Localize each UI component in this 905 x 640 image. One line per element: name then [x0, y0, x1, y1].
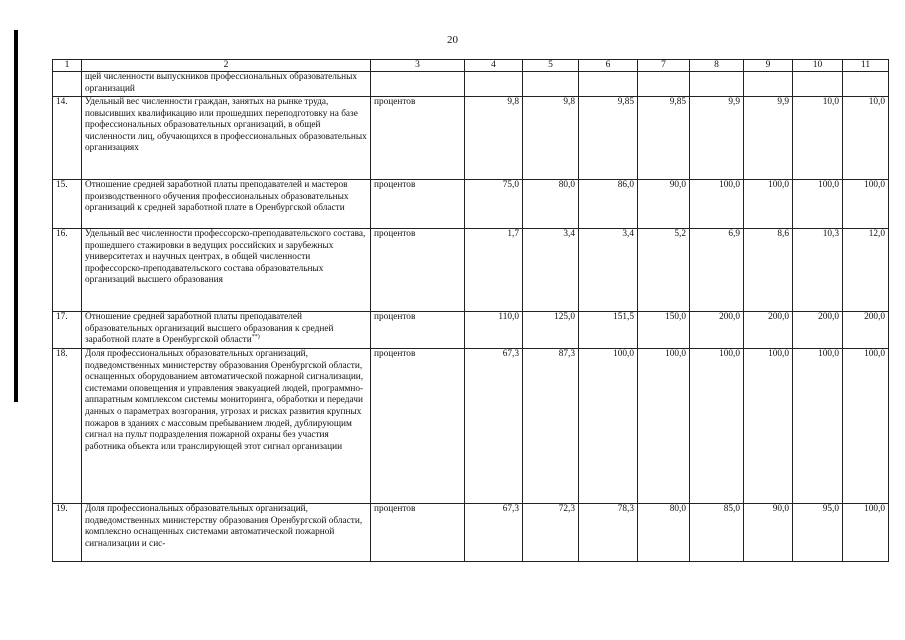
col-header: 11	[843, 60, 889, 72]
col-header: 7	[638, 60, 690, 72]
value-cell: 10,0	[843, 97, 889, 180]
value-cell: 80,0	[638, 504, 690, 562]
value-cell: 125,0	[523, 312, 579, 349]
value-cell: 9,85	[638, 97, 690, 180]
indicator-text: Доля профессиональных образовательных организаций, подведомственных министерству образования Оренбургской области, оснащенных оборудованием автоматической пожарной сигнализации, системами оповещения и управления эвакуацией людей, программно-аппаратным комплексом системы мониторинга, обработки и передачи данных о параметрах возгорания, угрозах и рисках развития крупных пожаров в зданиях с массовым пребыванием людей, дублирующим сигнал на пульт подразделения пожарной охраны без участия работника объекта или транслирующей этот сигнал организации	[82, 349, 371, 504]
value-cell: 100,0	[843, 349, 889, 504]
value-cell: 67,3	[465, 349, 523, 504]
indicator-text: Отношение средней заработной платы преподавателей и мастеров производственного обучения профессиональных образовательных организаций к средней заработной плате в Оренбургской области	[82, 180, 371, 229]
value-cell: 9,9	[690, 97, 744, 180]
col-header: 1	[53, 60, 82, 72]
value-cell: 90,0	[744, 504, 793, 562]
col-header: 10	[793, 60, 843, 72]
col-header: 2	[82, 60, 371, 72]
unit-cell: процентов	[371, 180, 465, 229]
unit-cell: процентов	[371, 349, 465, 504]
value-cell: 85,0	[690, 504, 744, 562]
value-cell: 3,4	[523, 229, 579, 312]
col-header: 9	[744, 60, 793, 72]
indicator-text: Удельный вес численности профессорско-преподавательского состава, прошедшего стажировки в ведущих российских и зарубежных университетах и научных центрах, в общей численности профессорско-преподавательского состава образовательных организаций высшего образования	[82, 229, 371, 312]
table-row	[53, 72, 889, 97]
col-header: 4	[465, 60, 523, 72]
table-row	[53, 312, 889, 349]
unit-cell: процентов	[371, 312, 465, 349]
value-cell: 100,0	[690, 180, 744, 229]
indicator-text: Доля профессиональных образовательных организаций, подведомственных министерству образования Оренбургской области, комплексно оснащенных системами автоматической пожарной сигнализации и сис-	[82, 504, 371, 562]
value-cell: 200,0	[690, 312, 744, 349]
value-cell: 150,0	[638, 312, 690, 349]
value-cell: 200,0	[744, 312, 793, 349]
page-number: 20	[447, 34, 458, 46]
indicator-text-cell	[82, 312, 371, 349]
value-cell: 78,3	[579, 504, 638, 562]
table-row	[53, 504, 889, 562]
col-header: 8	[690, 60, 744, 72]
value-cell: 110,0	[465, 312, 523, 349]
value-cell: 95,0	[793, 504, 843, 562]
value-cell: 100,0	[638, 349, 690, 504]
value-cell: 200,0	[793, 312, 843, 349]
col-header: 3	[371, 60, 465, 72]
value-cell: 90,0	[638, 180, 690, 229]
value-cell: 10,0	[793, 97, 843, 180]
header-row	[53, 60, 889, 72]
row-number: 17.	[53, 312, 82, 349]
col-header: 5	[523, 60, 579, 72]
value-cell: 9,85	[579, 97, 638, 180]
value-cell: 67,3	[465, 504, 523, 562]
table-row	[53, 229, 889, 312]
row-number-cell	[53, 72, 82, 97]
value-cell: 200,0	[843, 312, 889, 349]
value-cell: 87,3	[523, 349, 579, 504]
indicator-table	[52, 59, 889, 562]
value-cell: 9,8	[465, 97, 523, 180]
table-row	[53, 349, 889, 504]
value-cell: 10,3	[793, 229, 843, 312]
table-row	[53, 97, 889, 180]
value-cell: 12,0	[843, 229, 889, 312]
value-cell: 100,0	[843, 180, 889, 229]
value-cell: 100,0	[793, 180, 843, 229]
value-cell: 100,0	[793, 349, 843, 504]
value-cell: 3,4	[579, 229, 638, 312]
value-cell: 100,0	[744, 349, 793, 504]
indicator-text: щей численности выпускников профессиональных образовательных организаций	[82, 72, 371, 97]
scan-margin-bar	[14, 30, 18, 402]
value-cell: 8,6	[744, 229, 793, 312]
indicator-text: Отношение средней заработной платы преподавателей образовательных организаций высшего образования к средней заработной плате в Оренбургской области	[85, 312, 334, 346]
unit-cell: процентов	[371, 504, 465, 562]
value-cell: 1,7	[465, 229, 523, 312]
value-cell: 72,3	[523, 504, 579, 562]
row-number: 15.	[53, 180, 82, 229]
footnote-mark: **)	[251, 334, 260, 341]
value-cell: 86,0	[579, 180, 638, 229]
value-cell: 100,0	[744, 180, 793, 229]
value-cell: 100,0	[843, 504, 889, 562]
value-cell: 9,8	[523, 97, 579, 180]
row-number: 16.	[53, 229, 82, 312]
indicator-text: Удельный вес численности граждан, занятых на рынке труда, повысивших квалификацию или прошедших переподготовку на базе профессиональных образовательных организаций, в общей численности лиц, обучающихся в профессиональных образовательных организациях	[82, 97, 371, 180]
value-cell: 5,2	[638, 229, 690, 312]
value-cell: 9,9	[744, 97, 793, 180]
value-cell: 100,0	[690, 349, 744, 504]
unit-cell: процентов	[371, 229, 465, 312]
value-cell: 6,9	[690, 229, 744, 312]
value-cell: 75,0	[465, 180, 523, 229]
value-cell: 80,0	[523, 180, 579, 229]
table-row	[53, 180, 889, 229]
unit-cell: процентов	[371, 97, 465, 180]
row-number: 19.	[53, 504, 82, 562]
col-header: 6	[579, 60, 638, 72]
row-number: 14.	[53, 97, 82, 180]
value-cell: 100,0	[579, 349, 638, 504]
value-cell: 151,5	[579, 312, 638, 349]
row-number: 18.	[53, 349, 82, 504]
